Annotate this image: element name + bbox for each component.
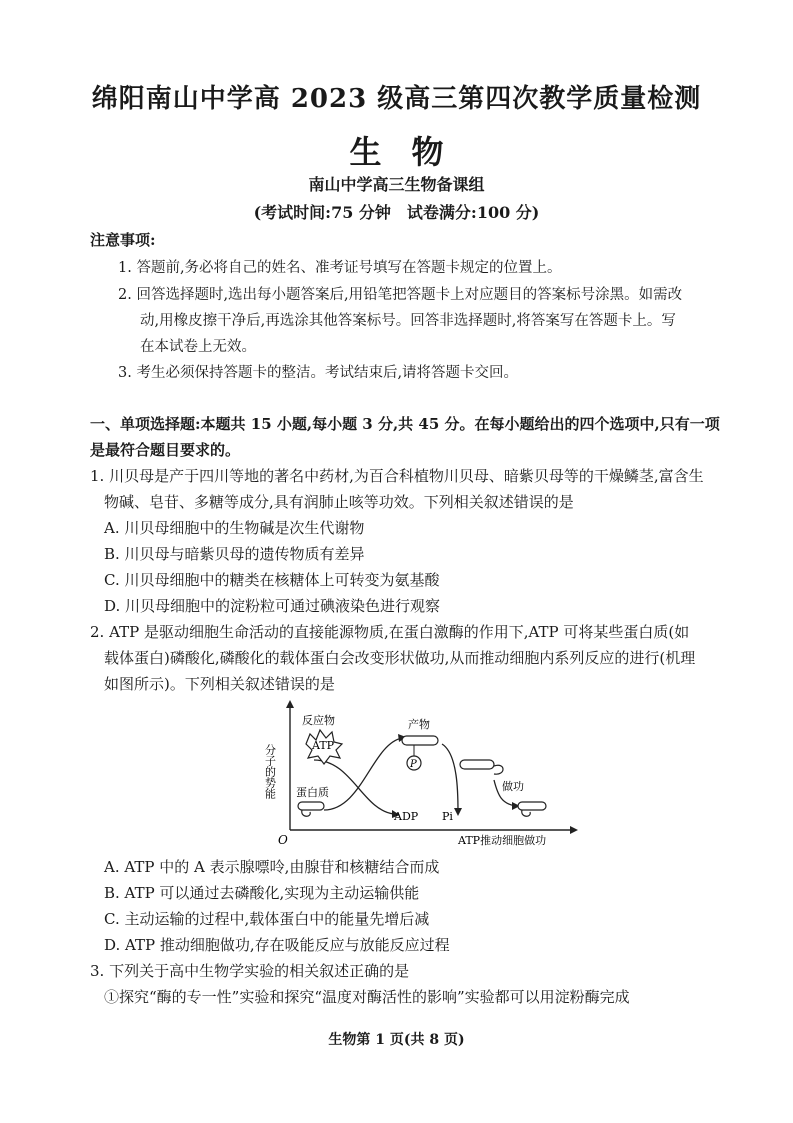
arrow-head [454,808,462,816]
notice-line: 2. 回答选择题时,选出每小题答案后,用铅笔把答题卡上对应题目的答案标号涂黑。如需改 [118,287,683,303]
option-d: D. ATP 推动细胞做功,存在吸能反应与放能反应过程 [104,936,450,954]
author-group: 南山中学高三生物备课组 [308,175,485,194]
exam-title: 绵阳南山中学高 2023 级高三第四次教学质量检测 [91,84,702,114]
notice-line: 1. 答题前,务必将自己的姓名、准考证号填写在答题卡规定的位置上。 [118,260,562,276]
option-b: B. ATP 可以通过去磷酸化,实现为主动运输供能 [104,884,420,902]
protein-label: 蛋白质 [296,786,329,799]
option-b: B. 川贝母与暗紫贝母的遗传物质有差异 [104,545,365,563]
reactant-label: 反应物 [302,714,335,727]
work-label: 做功 [502,780,524,793]
adp-label: ADP [394,810,419,823]
atp-mechanism-figure [262,698,582,850]
product-to-pi-curve [442,744,458,812]
product-label: 产物 [408,718,430,731]
exam-time-info: (考试时间:75 分钟 试卷满分:100 分) [253,203,540,222]
carrier-protein-icon [298,802,324,810]
notice-line: 3. 考生必须保持答题卡的整洁。考试结束后,请将答题卡交回。 [118,365,519,381]
notice-heading: 注意事项: [90,231,156,249]
question-stem: ①探究“酶的专一性”实验和探究“温度对酶活性的影响”实验都可以用淀粉酶完成 [104,988,630,1006]
y-axis-arrow [286,700,294,708]
origin-label: O [278,833,288,847]
option-a: A. 川贝母细胞中的生物碱是次生代谢物 [104,519,365,537]
page-footer: 生物第 1 页(共 8 页) [328,1032,465,1048]
section-heading: 是最符合题目要求的。 [90,441,241,459]
question-stem: 1. 川贝母是产于四川等地的著名中药材,为百合科植物川贝母、暗紫贝母等的干燥鳞茎,富含生 [90,467,704,485]
phosphorylated-protein-icon [402,736,438,745]
subject-title: 生物 [349,133,474,171]
option-a: A. ATP 中的 A 表示腺嘌呤,由腺苷和核糖结合而成 [104,858,440,876]
question-stem: 如图所示)。下列相关叙述错误的是 [104,675,335,693]
notice-line: 在本试卷上无效。 [140,339,256,355]
protein-tail-icon [302,810,310,816]
question-stem: 3. 下列关于高中生物学实验的相关叙述正确的是 [90,962,410,980]
shape-changed-protein-icon [460,760,494,769]
x-axis-label: ATP推动细胞做功 [458,834,547,847]
option-d: D. 川贝母细胞中的淀粉粒可通过碘液染色进行观察 [104,597,441,615]
x-axis-arrow [570,826,578,834]
protein-bend-icon [494,765,503,774]
question-stem: 物碱、皂苷、多糖等成分,具有润肺止咳等功效。下列相关叙述错误的是 [104,493,574,511]
atp-label: ATP [312,739,335,752]
y-axis-label: 分子的势能 [263,744,277,799]
phosphate-label: P [410,759,417,770]
question-stem: 2. ATP 是驱动细胞生命活动的直接能源物质,在蛋白激酶的作用下,ATP 可将某些蛋白质(如 [90,623,690,641]
option-c: C. 川贝母细胞中的糖类在核糖体上可转变为氨基酸 [104,571,440,589]
option-c: C. 主动运输的过程中,载体蛋白中的能量先增后减 [104,910,430,928]
recovered-protein-icon [518,802,546,810]
protein-tail-icon [522,810,530,816]
question-stem: 载体蛋白)磷酸化,磷酸化的载体蛋白会改变形状做功,从而推动细胞内系列反应的进行(机理 [104,649,696,667]
pi-label: Pi [442,810,453,823]
notice-line: 动,用橡皮擦干净后,再选涂其他答案标号。回答非选择题时,将答案写在答题卡上。写 [140,313,676,329]
section-heading: 一、单项选择题:本题共 15 小题,每小题 3 分,共 45 分。在每小题给出的四个选项中,只有一项 [90,415,720,433]
